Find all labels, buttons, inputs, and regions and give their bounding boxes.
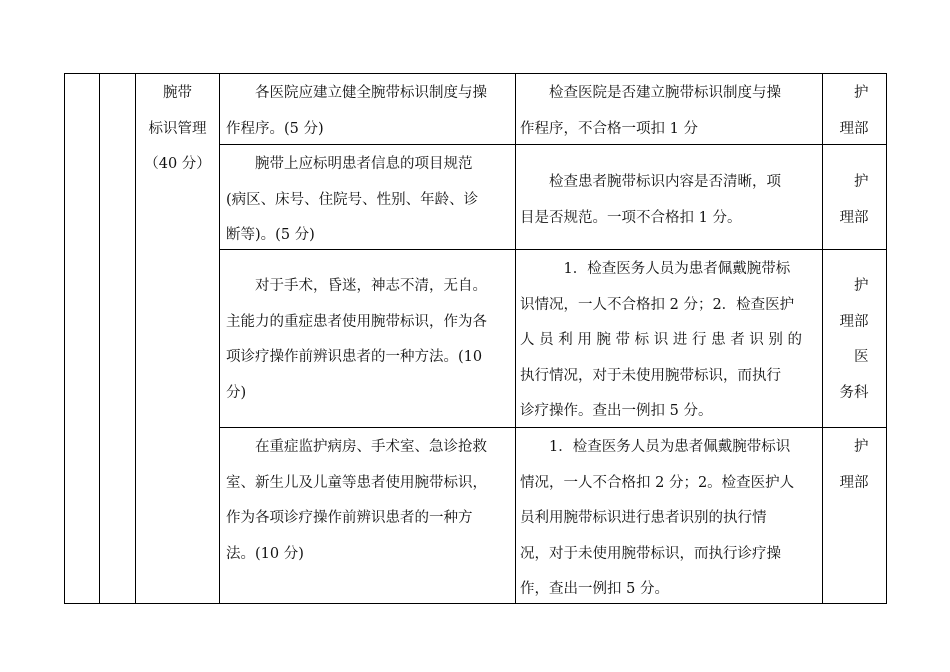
- check-method-cell: [520, 76, 818, 147]
- table-border-left: [64, 73, 65, 604]
- department-text: 护: [854, 439, 869, 455]
- check-text-line: 1．检查医务人员为患者佩戴腕带标: [563, 261, 791, 277]
- standard-text-line: 主能力的重症患者使用腕带标识，作为各: [226, 313, 487, 330]
- standard-text-line: 各医院应建立健全腕带标识制度与操: [255, 85, 487, 101]
- check-text-line: 人 员 利 用 腕 带 标 识 进 行 患 者 识 别 的: [520, 332, 803, 348]
- check-text-line: 作程序，不合格一项扣 1 分: [520, 120, 698, 137]
- department-cell: [826, 430, 882, 501]
- check-text-line: 作，查出一例扣 5 分。: [520, 581, 669, 597]
- department-cell: [826, 76, 882, 147]
- table-border-right: [886, 73, 887, 604]
- standard-text-line: 对于手术，昏迷，神志不清，无自。: [255, 278, 487, 294]
- standard-text-line: 在重症监护病房、手术室、急诊抢救: [255, 439, 487, 455]
- category-title: 标识管理: [148, 120, 207, 137]
- table-column-divider: [822, 73, 823, 604]
- check-text-line: 1．检查医务人员为患者佩戴腕带标识: [549, 439, 791, 455]
- department-text: 理部: [839, 313, 869, 330]
- table-column-divider: [515, 73, 516, 604]
- check-method-cell: [520, 430, 818, 608]
- standard-text-line: 法。(10 分): [226, 545, 304, 562]
- department-text: 护: [854, 174, 869, 190]
- category-score: （40 分）: [144, 156, 211, 172]
- check-text-line: 识情况，一人不合格扣 2 分；2．检查医护: [520, 296, 795, 313]
- standard-text-line: 分): [226, 384, 247, 401]
- standard-text-line: 作程序。(5 分): [226, 120, 324, 137]
- check-text-line: 情况，一人不合格扣 2 分；2。检查医护人: [520, 474, 795, 491]
- check-text-line: 诊疗操作。查出一例扣 5 分。: [520, 403, 713, 419]
- table-column-divider: [219, 73, 220, 604]
- standard-cell: [226, 76, 510, 147]
- department-text: 理部: [839, 120, 869, 137]
- standard-text-line: 室、新生儿及儿童等患者使用腕带标识，: [226, 474, 487, 491]
- check-method-cell: [520, 165, 818, 236]
- table-border-top: [64, 73, 887, 74]
- department-text: 理部: [839, 474, 869, 491]
- department-text: 护: [854, 278, 869, 294]
- check-text-line: 目是否规范。一项不合格扣 1 分。: [520, 209, 742, 226]
- standard-cell: [226, 269, 510, 411]
- assessment-table: [64, 73, 887, 604]
- department-text: 医: [854, 349, 869, 365]
- check-text-line: 员利用腕带标识进行患者识别的执行情: [520, 510, 767, 526]
- standard-text-line: 项诊疗操作前辨识患者的一种方法。(10: [226, 349, 483, 365]
- category-title: 腕带: [163, 85, 192, 101]
- check-text-line: 况，对于未使用腕带标识，而执行诊疗操: [520, 545, 781, 562]
- department-cell: [826, 269, 882, 411]
- standard-text-line: (病区、床号、住院号、性别、年龄、诊: [226, 191, 479, 208]
- standard-cell: [226, 430, 510, 572]
- standard-text-line: 断等)。(5 分): [226, 227, 315, 243]
- check-text-line: 执行情况，对于未使用腕带标识，而执行: [520, 367, 781, 384]
- standard-cell: [226, 147, 510, 254]
- department-text: 理部: [839, 209, 869, 226]
- category-cell: [136, 76, 219, 183]
- department-cell: [826, 165, 882, 236]
- standard-text-line: 作为各项诊疗操作前辨识患者的一种方: [226, 510, 473, 526]
- check-text-line: 检查医院是否建立腕带标识制度与操: [549, 85, 781, 101]
- table-column-divider: [99, 73, 100, 604]
- department-text: 护: [854, 85, 869, 101]
- check-text-line: 检查患者腕带标识内容是否清晰，项: [549, 174, 781, 190]
- check-method-cell: [520, 252, 818, 430]
- standard-text-line: 腕带上应标明患者信息的项目规范: [255, 156, 473, 172]
- department-text: 务科: [839, 384, 869, 401]
